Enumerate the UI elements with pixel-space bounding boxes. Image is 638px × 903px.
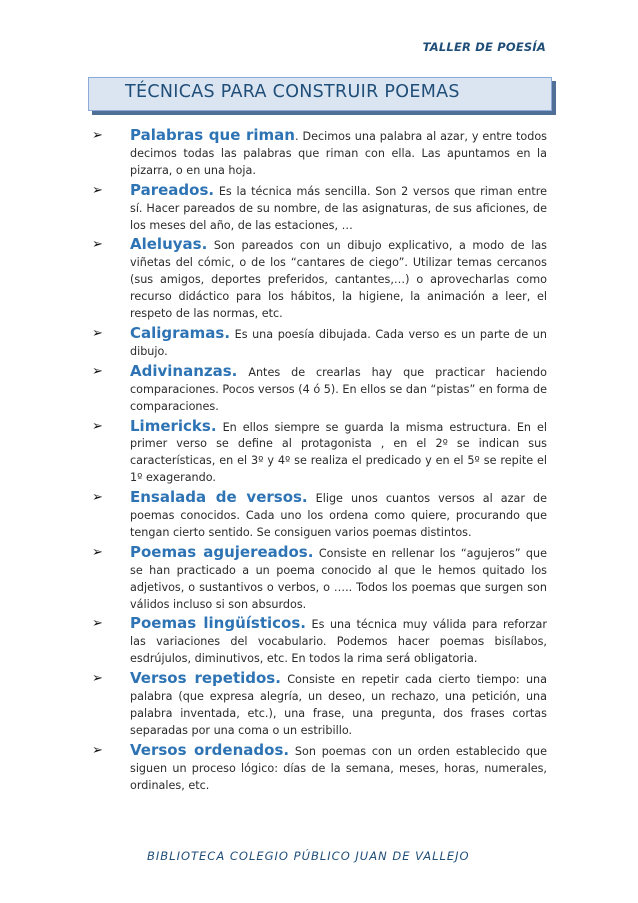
list-item xyxy=(92,325,547,361)
technique-description: En ellos siempre se guarda la misma estructura. En el primer verso se define al protagonista , en el 2º se indican sus características, en el 3º y 4º se realiza el predicado y en el 5º se repite el 1º exagerando. xyxy=(130,420,547,485)
list-item xyxy=(92,127,547,180)
title-box xyxy=(88,77,552,111)
technique-term: Poemas lingüísticos. xyxy=(130,614,306,633)
techniques-list xyxy=(92,127,547,797)
page-footer: BIBLIOTECA COLEGIO PÚBLICO JUAN DE VALLEJO xyxy=(147,849,470,863)
technique-term: Adivinanzas. xyxy=(130,361,238,380)
technique-term: Poemas agujereados. xyxy=(130,542,314,561)
technique-term: Aleluyas. xyxy=(130,235,208,254)
arrow-bullet-icon: ➢ xyxy=(92,363,103,379)
technique-description: Es una técnica muy válida para reforzar las variaciones del vocabulario. Podemos hacer poemas bisílabos, esdrújulos, diminutivos, etc. En todos la rima será obligatoria. xyxy=(130,618,547,666)
technique-term: Versos repetidos. xyxy=(130,669,281,688)
technique-description: Es una poesía dibujada. Cada verso es un parte de un dibujo. xyxy=(130,327,547,358)
arrow-bullet-icon: ➢ xyxy=(92,490,103,506)
arrow-bullet-icon: ➢ xyxy=(92,237,103,253)
list-item xyxy=(92,670,547,740)
arrow-bullet-icon: ➢ xyxy=(92,418,103,434)
arrow-bullet-icon: ➢ xyxy=(92,128,103,143)
technique-term: Limericks. xyxy=(130,416,217,435)
list-item xyxy=(92,236,547,323)
technique-description: Consiste en rellenar los “agujeros” que se han practicado a un poema conocido al que le hemos quitado los adjetivos, o sustantivos o verbos, o ….. Todos los poemas que surgen son válidos incluso si son absurdos. xyxy=(130,546,547,611)
list-item xyxy=(92,418,547,488)
arrow-bullet-icon: ➢ xyxy=(92,616,103,632)
arrow-bullet-icon: ➢ xyxy=(92,544,103,560)
list-item xyxy=(92,615,547,668)
technique-description: Es la técnica más sencilla. Son 2 versos que riman entre sí. Hacer pareados de su nombre, de las asignaturas, de sus aficiones, de los meses del año, de las estaciones, … xyxy=(130,184,547,232)
technique-description: Consiste en repetir cada cierto tiempo: una palabra (que expresa alegría, un deseo, un rechazo, una petición, una palabra inventada, etc.), una frase, una pregunta, dos frases cortas separadas por una coma o un estribillo. xyxy=(130,673,547,737)
technique-description: . Decimos una palabra al azar, y entre todos decimos todas las palabras que riman con ella. Las apuntamos en la pizarra, o en una hoja. xyxy=(130,130,547,177)
page-header: TALLER DE POESÍA xyxy=(422,40,546,54)
arrow-bullet-icon: ➢ xyxy=(92,182,103,198)
technique-term: Palabras que riman xyxy=(130,126,295,144)
technique-description: Elige unos cuantos versos al azar de poemas conocidos. Cada uno los ordena como quiere, procurando que tengan cierto sentido. Se consiguen varios poemas distintos. xyxy=(130,492,547,539)
technique-description: Son pareados con un dibujo explicativo, a modo de las viñetas del cómic, o de los “cantares de ciego”. Utilizar temas cercanos (sus amigos, deportes preferidos, cantantes,…) o aprovecharlas como recurso didáctico para los hábitos, la higiene, la animación a leer, el respeto de las normas, etc. xyxy=(130,239,547,321)
list-item xyxy=(92,544,547,614)
technique-term: Pareados. xyxy=(130,180,215,199)
arrow-bullet-icon: ➢ xyxy=(92,671,103,687)
technique-term: Caligramas. xyxy=(130,323,231,342)
arrow-bullet-icon: ➢ xyxy=(92,742,103,758)
arrow-bullet-icon: ➢ xyxy=(92,325,103,341)
technique-description: Son poemas con un orden establecido que siguen un proceso lógico: días de la semana, meses, horas, numerales, ordinales, etc. xyxy=(130,744,548,792)
list-item xyxy=(92,182,547,235)
list-item xyxy=(92,363,547,416)
technique-term: Ensalada de versos. xyxy=(130,488,308,507)
technique-description: Antes de crearlas hay que practicar haciendo comparaciones. Pocos versos (4 ó 5). En ellos se dan “pistas” en forma de comparaciones. xyxy=(130,365,547,413)
list-item xyxy=(92,489,547,542)
page-title: TÉCNICAS PARA CONSTRUIR POEMAS xyxy=(125,82,460,102)
list-item xyxy=(92,742,547,795)
technique-term: Versos ordenados. xyxy=(130,740,290,759)
